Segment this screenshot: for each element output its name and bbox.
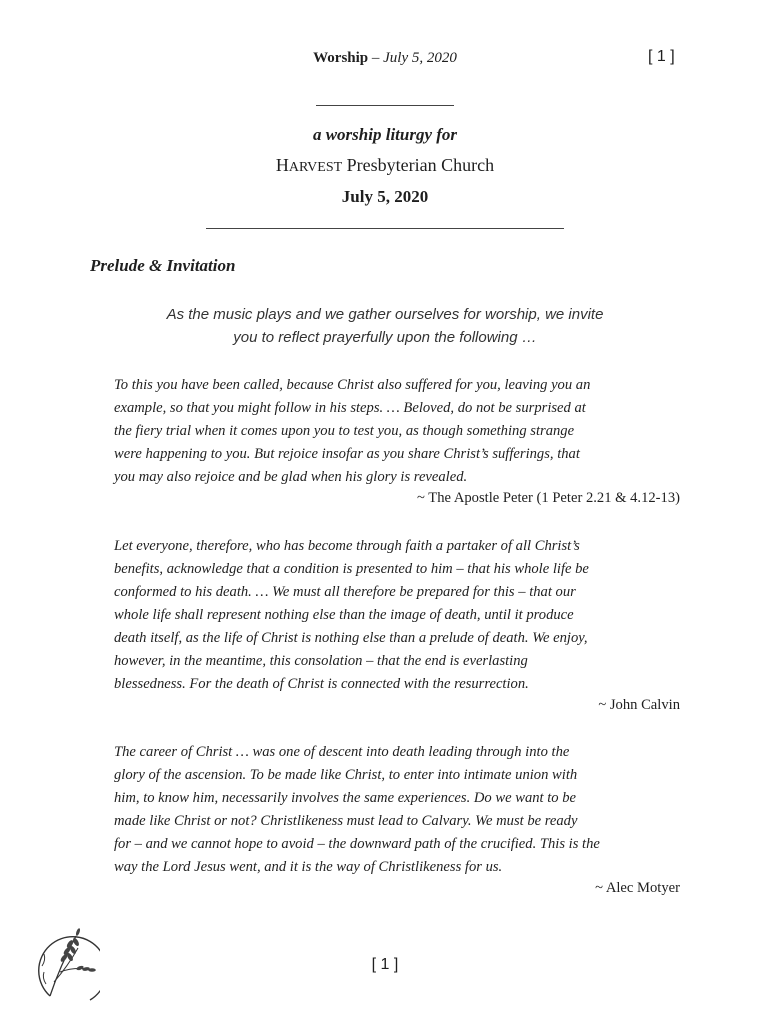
quote-line: him, to know him, necessarily involves the same experiences. Do we want to be: [114, 790, 577, 806]
divider-short: [316, 105, 454, 106]
church-name-rest: Presbyterian Church: [342, 155, 495, 175]
attribution-calvin: ~ John Calvin: [598, 697, 680, 713]
church-name-smallcaps: ARVEST: [288, 160, 343, 175]
church-name-initial: H: [275, 155, 289, 175]
quote-line: however, in the meantime, this consolation – that the end is everlasting: [114, 653, 528, 669]
quote-line: Let everyone, therefore, who has become through faith a partaker of all Christ’s: [114, 538, 580, 554]
page-number-bottom: [ 1 ]: [371, 956, 399, 973]
quote-motyer: [114, 741, 680, 879]
divider-long: [206, 228, 564, 229]
attribution-peter: ~ The Apostle Peter (1 Peter 2.21 & 4.12-13): [417, 490, 680, 506]
attribution-motyer: ~ Alec Motyer: [595, 880, 680, 896]
quote-line: benefits, acknowledge that a condition is presented to him – that his whole life be: [114, 561, 589, 577]
quote-line: made like Christ or not? Christlikeness must lead to Calvary. We must be ready: [114, 813, 578, 829]
section-intro: [130, 303, 640, 349]
quote-line: way the Lord Jesus went, and it is the way of Christlikeness for us.: [114, 859, 503, 875]
quote-line: whole life shall represent nothing else than the image of death, until it produce: [114, 607, 574, 623]
quote-peter: [114, 374, 680, 489]
section-title: Prelude & Invitation: [90, 256, 236, 275]
quote-line: example, so that you might follow in his steps. … Beloved, do not be surprised at: [114, 400, 586, 416]
quote-line: you may also rejoice and be glad when his glory is revealed.: [114, 469, 468, 485]
intro-line: you to reflect prayerfully upon the following …: [233, 329, 537, 346]
header-title-bold: Worship: [313, 50, 369, 66]
quote-calvin: [114, 535, 680, 696]
intro-line: As the music plays and we gather ourselves for worship, we invite: [166, 306, 604, 323]
quote-line: conformed to his death. … We must all therefore be prepared for this – that our: [114, 584, 576, 600]
service-date: July 5, 2020: [341, 187, 429, 206]
quote-line: death itself, as the life of Christ is nothing else than a prelude of death. We enjoy,: [114, 630, 588, 646]
page-number-top: [ 1 ]: [648, 48, 675, 65]
quote-line: glory of the ascension. To be made like Christ, to enter into intimate union with: [114, 767, 578, 783]
quote-line: the fiery trial when it comes upon you to test you, as though something strange: [114, 423, 575, 439]
church-name: [0, 155, 770, 176]
quote-line: were happening to you. But rejoice insofar as you share Christ’s sufferings, that: [114, 446, 580, 462]
liturgy-subtitle: a worship liturgy for: [312, 125, 458, 144]
quote-line: To this you have been called, because Christ also suffered for you, leaving you an: [114, 377, 591, 393]
quote-line: blessedness. For the death of Christ is connected with the resurrection.: [114, 676, 529, 692]
header-date: – July 5, 2020: [371, 50, 457, 66]
quote-line: for – and we cannot hope to avoid – the downward path of the crucified. This is the: [114, 836, 600, 852]
quote-line: The career of Christ … was one of descent into death leading through into the: [114, 744, 570, 760]
